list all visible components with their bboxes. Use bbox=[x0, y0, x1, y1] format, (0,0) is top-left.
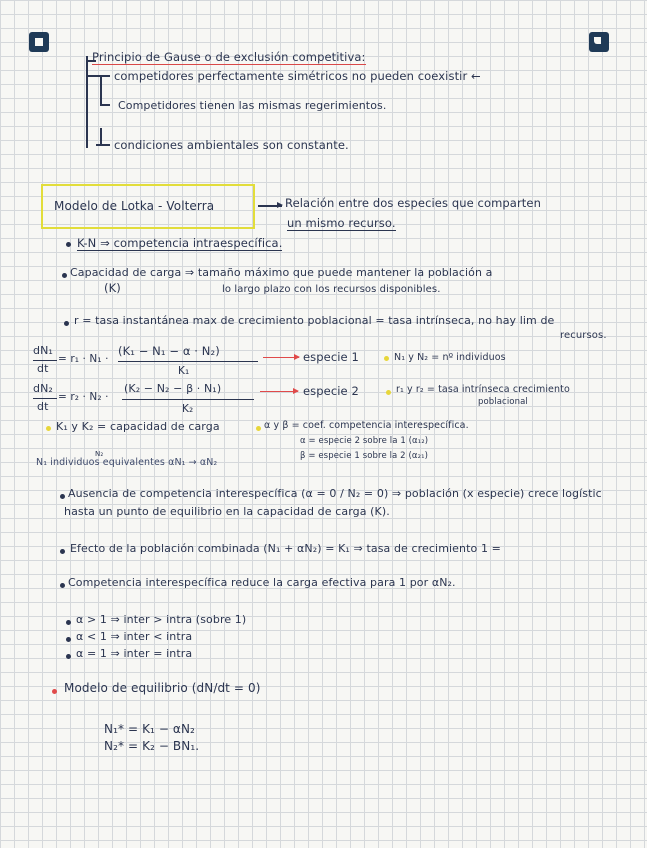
case-3-bullet bbox=[66, 654, 71, 659]
params-beta: β = especie 1 sobre la 2 (α₂₁) bbox=[300, 451, 429, 461]
gause-point-2: Competidores tienen las mismas regerimientos. bbox=[118, 99, 387, 112]
bracket-branch-3 bbox=[100, 75, 102, 105]
bracket-branch-5 bbox=[100, 128, 102, 144]
params-equiv: N₁ individuos equivalentes αN₁ → αN₂ bbox=[36, 457, 218, 468]
point-2: Efecto de la población combinada (N₁ + αN₂) = K₁ ⇒ tasa de crecimiento 1 = bbox=[70, 542, 501, 555]
params-nz: N₂ bbox=[95, 450, 104, 458]
gause-point-3: condiciones ambientales son constante. bbox=[114, 138, 349, 152]
bracket-branch-6 bbox=[96, 144, 110, 146]
bracket-vertical bbox=[86, 56, 88, 148]
point-3: Competencia interespecífica reduce la carga efectiva para 1 por αN₂. bbox=[68, 576, 456, 589]
params-k: K₁ y K₂ = capacidad de carga bbox=[56, 420, 220, 433]
equilibrio-bullet bbox=[52, 689, 57, 694]
eq2-arrow bbox=[260, 391, 298, 392]
eq1-lhs-num: dN₁ bbox=[33, 344, 53, 357]
eq1-note: N₁ y N₂ = nº individuos bbox=[394, 352, 506, 363]
equilibrio-n1: N₁* = K₁ − αN₂ bbox=[104, 722, 195, 736]
eq1-numerator: (K₁ − N₁ − α · N₂) bbox=[118, 344, 220, 358]
gause-point-1: competidores perfectamente simétricos no pueden coexistir ← bbox=[114, 69, 481, 83]
corner-marker-right bbox=[589, 32, 609, 52]
eq2-note-1: r₁ y r₂ = tasa intrínseca crecimiento bbox=[396, 384, 570, 395]
eq2-note-2: poblacional bbox=[478, 397, 528, 407]
case-1: α > 1 ⇒ inter > intra (sobre 1) bbox=[76, 613, 247, 626]
kn-text bbox=[77, 236, 282, 250]
bullet-kn bbox=[66, 242, 71, 247]
eq1-label: especie 1 bbox=[303, 350, 359, 364]
relation-arrow bbox=[258, 205, 282, 207]
eq2-label: especie 2 bbox=[303, 384, 359, 398]
relation-line-2-text: un mismo recurso. bbox=[287, 216, 396, 230]
eq2-lhs-den: dt bbox=[37, 400, 49, 413]
eq2-denominator: K₂ bbox=[182, 403, 194, 415]
capacidad-line-1: Capacidad de carga ⇒ tamaño máximo que puede mantener la población a bbox=[70, 266, 493, 279]
bracket-branch-2 bbox=[86, 75, 110, 77]
point-3-bullet bbox=[60, 583, 65, 588]
bullet-capacidad bbox=[62, 273, 67, 278]
params-k-bullet bbox=[46, 426, 51, 431]
case-2-bullet bbox=[66, 637, 71, 642]
eq1-denominator: K₁ bbox=[178, 365, 190, 377]
eq1-note-bullet bbox=[384, 356, 389, 361]
lotka-volterra-title: Modelo de Lotka - Volterra bbox=[54, 199, 215, 213]
eq2-note-bullet bbox=[386, 390, 391, 395]
params-ab-bullet bbox=[256, 426, 261, 431]
eq1-fraction-bar bbox=[118, 361, 258, 362]
case-3: α = 1 ⇒ inter = intra bbox=[76, 647, 193, 660]
params-ab: α y β = coef. competencia interespecífica. bbox=[264, 420, 469, 431]
equilibrio-n2: N₂* = K₂ − BN₁. bbox=[104, 739, 200, 753]
eq1-mid: = r₁ · N₁ · bbox=[58, 353, 109, 365]
eq2-fraction-bar bbox=[122, 399, 254, 400]
case-2: α < 1 ⇒ inter < intra bbox=[76, 630, 193, 643]
point-1-line-2: hasta un punto de equilibrio en la capacidad de carga (K). bbox=[64, 505, 390, 518]
eq2-lhs-num: dN₂ bbox=[33, 382, 53, 395]
gause-title bbox=[92, 50, 366, 64]
r-line-1: r = tasa instantánea max de crecimiento poblacional = tasa intrínseca, no hay lim de bbox=[74, 314, 555, 327]
capacidad-k: (K) bbox=[104, 281, 121, 295]
point-2-bullet bbox=[60, 549, 65, 554]
relation-line-1: Relación entre dos especies que comparten bbox=[285, 196, 541, 210]
point-1-bullet bbox=[60, 494, 65, 499]
case-1-bullet bbox=[66, 620, 71, 625]
gause-title-text: Principio de Gause o de exclusión competitiva: bbox=[92, 50, 366, 64]
eq2-lhs-bar bbox=[33, 398, 57, 399]
eq1-arrow bbox=[263, 357, 299, 358]
corner-marker-left bbox=[29, 32, 49, 52]
point-1-line-1: Ausencia de competencia interespecífica (α = 0 / N₂ = 0) ⇒ población (x especie) crece logístic bbox=[68, 487, 602, 500]
relation-line-2 bbox=[287, 216, 396, 230]
equilibrio-title: Modelo de equilibrio (dN/dt = 0) bbox=[64, 681, 261, 695]
eq1-lhs-bar bbox=[33, 360, 57, 361]
bracket-branch-4 bbox=[100, 104, 110, 106]
params-alpha: α = especie 2 sobre la 1 (α₁₂) bbox=[300, 436, 429, 446]
eq2-numerator: (K₂ − N₂ − β · N₁) bbox=[124, 382, 222, 395]
r-line-2: recursos. bbox=[560, 330, 607, 341]
bullet-r bbox=[64, 321, 69, 326]
capacidad-line-2: lo largo plazo con los recursos disponibles. bbox=[222, 284, 441, 295]
kn-text-inner: K-N ⇒ competencia intraespecífica. bbox=[77, 236, 283, 250]
eq1-lhs-den: dt bbox=[37, 362, 49, 375]
eq2-mid: = r₂ · N₂ · bbox=[58, 391, 109, 403]
